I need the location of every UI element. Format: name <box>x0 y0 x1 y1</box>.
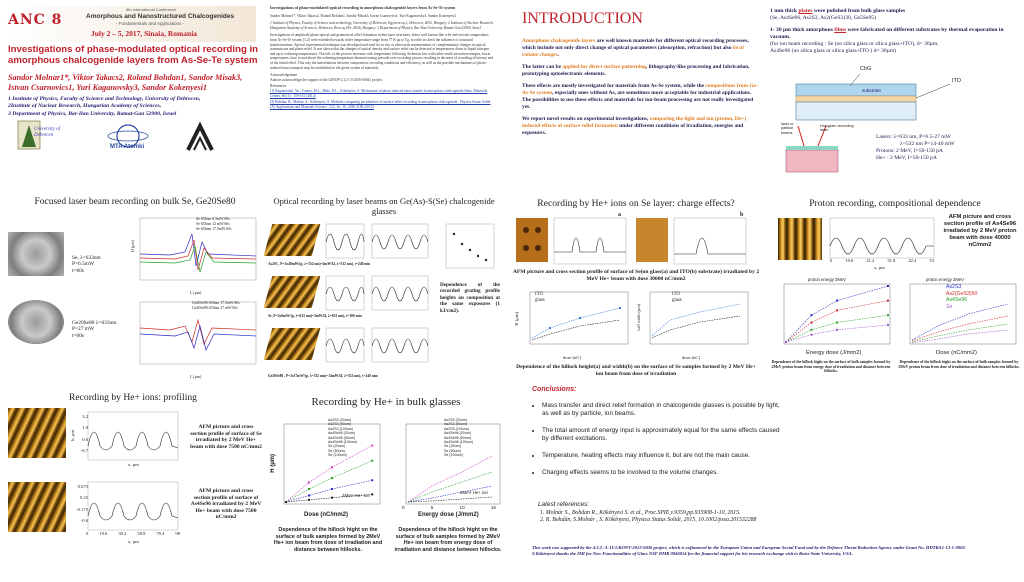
proton-chart-right-xlabel: Dose (nC/mm2) <box>936 350 977 356</box>
he-afm-b <box>636 218 668 262</box>
intro-p3-text-2: , especially ones without As, are sometimes more acceptable for industrial applications. The possibilities to use these effects and materials for ion-beam processing are not really investigated yet. <box>522 90 754 110</box>
grating-profile-3 <box>326 328 428 362</box>
gese-profile-xlabel: L (µm) <box>190 374 202 379</box>
se-profile-legend <box>196 217 232 231</box>
grating-caption-2: Se ,P=2x6mW/(p, λ=633 nm)=3mW/Ω, λ=633 nm), t=300 min <box>268 314 362 318</box>
debrecen-logo-text: University of Debrecen <box>34 127 60 138</box>
abstract-ack: Authors acknowledge the support of the GINOP-2.3.2-15-2016-00041 project. <box>270 77 383 82</box>
proton-afm-caption: AFM picture and cross section profile of As4Se96 irradiated by 2 MeV proton beam with dose 40000 nC/mm2 <box>943 214 1017 248</box>
data-point <box>836 309 838 311</box>
conclusions-items <box>532 402 782 477</box>
abstract-body: Investigations of amplitude-phase optical and geometrical relief formation in thin layer structures, either well known like a-Se and several compositions from As-Se-Te system [1,2] were extended towards wider temperature range from 77 K up to Tg, in order to check the influence of structural transformations. Special experimental technique was developed and used for in situ or afterwards measurements of complementary changes in optical transmission and phase relief. It was shown that the changes of optical density and surface relief can be detected at temperatures down to liquid nitrogen and up to softening temperatures. The role of the process increases with temperature following Arrhenius law with rather small activation energies, but at temperatures close to and above the softening temperature thermal erasing prevails over recording process resulting in decrease of recording efficiency and of the initial relief. This way the interrelations between composition, recording conditions and efficiency, as well as the possible mechanisms of photo-induced mass transport may be established in the given system of materials. <box>270 33 494 70</box>
grating-point <box>485 259 487 261</box>
he-profiling-xtick-4: 78.4 <box>156 531 165 536</box>
data-point <box>371 493 373 495</box>
he-surface-afm-caption: AFM picture and cross section profile of surface of Se(on glass(a) and ITO(b) substrate) irradiated by 2 MeV He+ beam with dose 30000 nC/mm2 <box>512 269 760 282</box>
affiliations <box>8 96 260 118</box>
proton-right-legend-3: As4Se96 <box>946 297 968 304</box>
he-bulk-title: Recording by He+ in bulk glasses <box>311 396 461 408</box>
debrecen-logo-graphic <box>16 119 70 159</box>
data-point <box>836 329 838 331</box>
he-legend <box>535 292 545 304</box>
he-profiling-yticks-2 <box>72 481 88 527</box>
he-profiling-xtick-1: 19.6 <box>99 531 108 536</box>
intro-p3-text: These effects are mostly investigated for materials from As-Se system, while the <box>522 83 706 89</box>
funding-note: This work was supported by the 4.2.2.-A-11/1/KONV-2012-0036 project, which is cofinanced by the European Union and European Social Fund and by the Defence Threat Reduction Agency under Grant No. HDTRA1-13-1-0003. S.Kökényesi thanks the IMI for New Functionalities of Glass NSF DMR 0844014 for the financial support for his research exchange visit to Boise State University, USA. <box>532 545 966 556</box>
he-surface-label-a: a <box>618 212 621 218</box>
bar-ilan-logo-graphic <box>182 120 218 156</box>
proton-xtick-2: 21.2 <box>866 258 875 263</box>
proton-xticks <box>830 258 934 263</box>
se-caption <box>72 255 101 274</box>
atomki-logo-text: MTA Atomki <box>110 144 145 150</box>
authors-line2: Istvan Csarnovics1, Yuri Kaganovsky3, Sandor Kokenyesi1 <box>8 83 208 92</box>
he-profiling-ytick-2-2: -0.175 <box>76 506 88 512</box>
proton-xlabel: x, µm <box>874 265 885 270</box>
conference-line1: 8th International Conference <box>126 7 177 12</box>
he-bulk-xtick-right-3: 15 <box>490 505 496 510</box>
he-bulk-ylabel-left: H (µm) <box>270 454 276 473</box>
laser-bulk-title <box>6 196 264 208</box>
ito-layer <box>796 96 916 102</box>
intro-p1-text: are well known materials for different optical recording processes, which include not only direct change of optical parameters (absorption, refraction) but also <box>522 38 749 51</box>
he-param: He+ : 2 MeV, I=50-150 pA <box>876 155 937 161</box>
intro-p2-highlight: applied for direct surface patterning <box>562 64 646 70</box>
latest-refs-heading: Latest references: <box>538 501 590 508</box>
grating-point <box>453 233 455 235</box>
he-height-ylabel: H (µm) <box>514 312 519 326</box>
he-width-legend <box>672 292 682 304</box>
he-profiling-ytick-1-3: -0.7 <box>80 448 88 454</box>
intro-p4 <box>522 116 758 137</box>
conference-logo: ANC 8 <box>8 12 63 28</box>
conclusion-3: • Temperature, heating effects may influence it, but are not the main cause. <box>542 452 782 460</box>
conference-title: Amorphous and Nanostructured Chalcogenides <box>86 13 235 20</box>
ito-label: ITO <box>952 78 962 84</box>
data-point <box>331 477 333 479</box>
he-profiling-afm-1 <box>8 408 66 458</box>
se-caption-2: P=6.5mW <box>72 261 95 268</box>
he-bulk-legend-left-8: Se (100um) <box>328 453 347 458</box>
he-height-point <box>579 317 581 319</box>
samples-line-1 <box>770 8 1020 15</box>
intro-p4-highlight: comparing the light and ion (proton, He+) induced effects of surface relief formation <box>522 116 747 129</box>
he-legend-glass: glass <box>535 298 545 303</box>
grating-point <box>477 255 479 257</box>
he-profiling-afm-2 <box>8 482 66 532</box>
se-legend-1: Se 633nm 6.5mW 60s <box>196 217 230 221</box>
data-point <box>887 300 889 302</box>
intro-p4-text-2: under different conditions of irradiation, energies and exposures. <box>522 123 744 136</box>
substrate-layer <box>796 102 916 120</box>
he-bulk-legend-right <box>444 418 473 458</box>
he-profiling-ylabel-1: h, µm <box>70 430 75 441</box>
sample-block <box>786 150 838 172</box>
intro-p2 <box>522 64 758 78</box>
samples-line-3 <box>770 27 1020 41</box>
data-point <box>308 481 310 483</box>
he-surface-label-b: b <box>740 212 744 218</box>
he-profiling-xtick-0: 0 <box>86 531 89 536</box>
proton-xtick-1: 10.6 <box>845 258 854 263</box>
he-profile-b <box>672 216 748 268</box>
gese-legend-2: Ge20Se80 633nm 27 mW 60s <box>192 305 238 310</box>
intro-p2-text: The latter can be <box>522 64 563 70</box>
samples-plates: plates <box>798 8 813 14</box>
samples-line-2: (Se, As4Se96, As2S3, As2(GeS3)30, Ge5Se95) <box>770 15 876 21</box>
grating-caption-3: Ge20Se80 , P=2x17mW/(p, λ=532 nm)=14mW/Ω, λ=532 nm), t=240 min <box>268 374 378 378</box>
gratings-title: Optical recording by laser beams on Ge(As)-S(Se) chalcogenide glasses <box>273 196 495 216</box>
he-profiling-xtick-5: 98 <box>175 531 180 536</box>
he-bulk-legend-left-4: As4Se96 (50um) <box>328 435 355 440</box>
he-bulk-legend-right-4: As4Se96 (50um) <box>444 435 471 440</box>
proton-param: Protons: 2 MeV, I=50-150 pA <box>876 148 943 154</box>
he-profiling-ytick-2-1: 0.25 <box>79 495 88 501</box>
se-crater-image <box>8 232 64 276</box>
samples-line-4: (for ion beam recording : Se (on silica glass or silica glass+ITO), d= 30µm, <box>770 41 939 47</box>
he-height-point <box>549 327 551 329</box>
intro-p1: Amorphous chalcogenide layers are well known materials for different optical recording processes, which include not only direct change of optical parameters (absorption, refraction) but also local volume changes. <box>522 38 749 58</box>
he-bulk-legend-left-3: As4Se96 (20um) <box>328 431 355 436</box>
grating-dependence-caption: Dependence of the recorded grating profile heights on composition at the same exposures (1 kJ/cm2). <box>440 282 500 314</box>
data-point <box>371 445 373 447</box>
affiliation-1: 1 Institute of Physics, Faculty of Science and Technology, University of Debrecen, <box>8 96 201 102</box>
abstract-affiliations: 1 Institute of Physics, Faculty of Science and technology, University of Debrecen, Egyetem sq.1, Debrecen, 4032, Hungary. 2 Institute of Nuclear Research, Hungarian Academy of Sciences, Debrecen, Bem sq.18/c, 4026, Hungary. 3 Department of Physics, Bar-Ilan University, Ramat-Gan 52900, Israel <box>270 21 494 30</box>
he-bulk-xtick-right-0: 0 <box>402 505 405 510</box>
film-layer <box>786 146 838 150</box>
atomki-logo <box>98 122 158 154</box>
conference-banner <box>6 6 256 42</box>
he-bulk-legend-left-7: Se (50um) <box>328 448 345 453</box>
proton-afm-image <box>778 218 822 260</box>
data-point <box>331 466 333 468</box>
he-height-xlabel: dose (nC) <box>563 355 581 360</box>
he-bulk-legend-right-5: As4Se96 (100um) <box>444 440 473 445</box>
conclusions-heading: Conclusions: <box>532 386 577 393</box>
abstract-ref-2[interactable]: [2] Bohdan, R., Molnar, S., Kökényesi, S. Methods comparing peculiarities of surface-relief recording in amorphous chalcogenide . Physica Status Solidi (A) Applications and Materials Science . 212, Iss. 10, 2186-2190 (2015) <box>270 100 491 109</box>
intro-p1-highlight-2: local volume changes <box>522 45 744 58</box>
abstract-ack-title: Acknowledgement <box>270 73 298 78</box>
latest-refs <box>540 510 840 524</box>
laser-param-1: Lasers: λ=633 nm, P=6.5-27 mW <box>876 134 951 140</box>
samples-text <box>770 8 1020 55</box>
se-profile-xlabel: L (µm) <box>190 290 202 295</box>
he-bulk-legend-right-6: Se (20um) <box>444 444 461 449</box>
proton-xtick-0: 0 <box>830 258 833 263</box>
he-bulk-legend-left-6: Se (20um) <box>328 444 345 449</box>
grating-afm-1 <box>264 224 321 256</box>
data-point <box>836 300 838 302</box>
grating-point <box>469 249 471 251</box>
gese-caption <box>72 320 116 339</box>
he-surface-title: Recording by He+ ions on Se layer: charge effects? <box>537 198 735 209</box>
se-profile-chart <box>130 214 260 288</box>
samples-line-5: As4Se96 (on silica glass or silica glass+ITO ) d= 30µm) <box>770 48 897 54</box>
he-width-legend-glass: glass <box>672 298 682 303</box>
proton-right-legend-1: As2S3 <box>946 284 962 290</box>
he-legend-ito: ITO <box>535 292 543 297</box>
latest-ref-1: 1. Molnár S., Bohdan R., Kökényesi S. et al., Proc.SPIE,v.9359,pp.935908-1-10, 2015. <box>540 510 741 516</box>
he-bulk-xlabel-left: Dose (nC/mm2) <box>304 512 349 518</box>
se-caption-1: Se, λ=633nm <box>72 255 101 261</box>
proton-cap-left: Dependence of the hillock hight on the surface of bulk samples formed by 2MeV proton beam from energy dose of irradiation and distance between hillocks. <box>771 360 891 374</box>
he-profiling-caption-1: AFM picture and cross section profile of surface of Se irradiated by 2 MeV He+ beam with dose 7500 nC/mm2 <box>190 424 262 450</box>
data-point <box>371 479 373 481</box>
proton-chart-right-title: proton energy 2MeV <box>926 277 964 282</box>
se-profile-ylabel: H (µm) <box>130 240 135 252</box>
conclusion-4: • Charging effects seems to be involved to the volume changes. <box>542 469 782 477</box>
grating-profile-2 <box>326 276 428 310</box>
he-bulk-legend-right-8: Se (100um) <box>444 453 463 458</box>
laser-param-2: λ=532 nm P=14-40 mW <box>900 141 955 147</box>
he-width-legend-ito: ITO <box>672 292 680 297</box>
intro-p3 <box>522 83 758 111</box>
he-afm-a-dots <box>516 218 548 262</box>
he-bulk-caption-left: Dependence of the hillock hight on the surface of bulk samples formed by 2MeV He+ ion beam from dose of irradiation and distance between hillocks. <box>273 527 383 553</box>
samples-line-1a: 1 mm thick <box>770 8 799 14</box>
he-bulk-xlabel-right: Energy dose (J/mm2) <box>418 512 479 518</box>
grating-afm-3 <box>264 328 321 360</box>
he-width-ylabel: half width (µm) <box>636 304 641 331</box>
he-profiling-xlabel-1: x, µm <box>128 462 139 467</box>
he-profiling-xlabel-2: x, µm <box>128 539 139 544</box>
affiliation-3: 3 Department of Physics, Bar-Ilan University, Ramat-Gan 52900, Israel <box>8 110 177 117</box>
data-point <box>331 497 333 499</box>
laser-params <box>876 134 955 162</box>
laser-bulk-title-text: Focused laser beam recording on bulk Se, Ge20Se80 <box>34 197 236 207</box>
proton-right-legend-2: As2(GeS3)50 <box>946 290 978 297</box>
he-bulk-legend-left-0: As2S3 (20um) <box>328 418 351 422</box>
he-bulk-legend-right-1: As2S3 (50um) <box>444 422 467 427</box>
proton-xtick-4: 42.4 <box>908 258 917 263</box>
intro-p1-highlight: Amorphous chalcogenide layers <box>522 38 596 44</box>
he-width-chart <box>640 290 752 354</box>
gese-crater-image <box>8 300 64 344</box>
substrate-label: substrate <box>862 88 881 93</box>
he-profiling-ytick-2-3: -0.6 <box>80 518 88 524</box>
intro-p3-highlight: compositions from Ge-As-Se system <box>522 83 758 96</box>
he-bulk-legend-left-2: As2S3 (100um) <box>328 426 353 431</box>
samples-films: films <box>834 27 847 33</box>
he-profiling-xticks <box>86 531 180 536</box>
samples-line-3a: 1- 30 µm thick amorphous <box>770 27 835 33</box>
data-point <box>811 322 813 324</box>
proton-cap-right: Dependence of the hillock hight on the surface of bulk samples formed by 2MeV proton beam from dose of irradiation and distance between hillocks. <box>898 360 1020 369</box>
conference-sub: - Fundamentals and Applications - <box>116 21 185 26</box>
he-bulk-caption-right: Dependence of the hillock hight on the surface of bulk samples formed by 2MeV He+ ion beam from energy dose of irradiation and distance between hillocks. <box>394 527 502 553</box>
affiliation-2: 2Institute of Nuclear Research, Hungarian Academy of Sciences, <box>8 103 162 110</box>
he-afm-a <box>516 218 548 262</box>
latest-ref-2: 2. R. Bohdán, S.Molnár , S. Kökényesi, Physica Status Solidi, 2015, 10.1002/pssa.201532288 <box>540 517 757 523</box>
proton-title: Proton recording, compositional dependence <box>809 198 981 209</box>
he-profiling-caption-2: AFM picture and cross section profile of surface of As4Se96 irradiated by 2 MeV He+ beam with dose 7500 nC/mm2 <box>190 488 262 521</box>
data-point <box>331 488 333 490</box>
data-point <box>308 499 310 501</box>
he-bulk-annot-left: 2MeV He+ ion <box>342 493 370 498</box>
he-bulk-legend-left-5: As4Se96 (100um) <box>328 440 357 445</box>
he-bulk-legend-right-2: As2S3 (100um) <box>444 426 469 431</box>
he-profiling-xtick-2: 39.2 <box>118 531 127 536</box>
gese-profile-legend <box>192 301 240 311</box>
intro-p2-text-2: , lithography-like processing and fabrication, prototyping optoelectronic elements. <box>522 64 750 77</box>
data-point <box>285 501 287 503</box>
conclusions-list <box>532 402 782 486</box>
grating-profile-1 <box>326 224 428 258</box>
data-point <box>836 322 838 324</box>
data-point <box>887 285 889 287</box>
he-bulk-legend-right-7: Se (50um) <box>444 448 461 453</box>
abstract-authors: Sandor Molnar1*, Viktor Takacs2, Roland Bohdan1, Sandor Misak3, Istvan Csarnovics1, Yuri Kaganovsky3, Sandor Kokenyesi1 <box>270 13 457 18</box>
bar-ilan-logo <box>182 120 218 156</box>
authors <box>8 73 260 93</box>
proton-right-legend-4: Se <box>946 303 953 310</box>
he-profiling-yticks-1 <box>76 411 88 457</box>
gese-caption-3: t=60s <box>72 332 85 339</box>
data-point <box>887 314 889 316</box>
chg-layer <box>796 84 916 96</box>
grating-profiles <box>322 222 432 372</box>
laser-beams-label: laser or particle beams <box>781 122 794 135</box>
he-bulk-legend-left-1: As2S3 (50um) <box>328 422 351 427</box>
he-bulk-xtick-right-2: 10 <box>459 505 465 510</box>
he-bulk-xtick-right-1: 5 <box>430 505 434 510</box>
he-bulk-annot-right: 2MeV He+ ion <box>460 490 488 495</box>
data-point <box>785 341 787 343</box>
plot-area <box>784 284 890 344</box>
gese-legend-1: Ge20Se80 633nm 17.5mW 60s <box>192 301 240 305</box>
proton-xtick-3: 31.8 <box>887 258 896 263</box>
data-point <box>371 460 373 462</box>
data-point <box>887 324 889 326</box>
conclusion-1: • Mass transfer and direct relief formation in chalcogenide glasses is possible by light, as well as by particle, ion beams. <box>542 402 782 418</box>
abstract-ref-1[interactable]: [1] Kaganovskii, Yu., Trunov, M.L., Beke, D.L., Kökényesi, S. Mechanism of photo induced mass transfer in amorphous chalcogenide films. Materials Letters, 66 (1) : 159-161 (2012) <box>270 88 488 98</box>
abstract-title: Investigations of phase-modulated optical recording in amorphous chalcogenide layers from As-Se-Te system <box>270 5 456 10</box>
abstract-refs-title: References <box>270 84 286 89</box>
he-width-xlabel: dose (nC) <box>682 355 700 360</box>
he-profiling-ytick-2-0: 0.675 <box>77 484 88 489</box>
he-bulk-legend-right-0: As2S3 (20um) <box>444 418 467 422</box>
he-profile-a <box>552 216 628 268</box>
hologram-label: Hologram-recording laser <box>820 124 854 133</box>
abstract-panel <box>270 6 495 178</box>
debrecen-logo <box>16 119 70 159</box>
data-point <box>811 314 813 316</box>
proton-right-legend <box>946 284 977 310</box>
he-bulk-xticks-right <box>402 505 496 510</box>
he-height-point <box>619 307 621 309</box>
proton-chart-left-title: proton energy 2MeV <box>808 277 846 282</box>
samples-line-1c: were polished from bulk glass samples <box>812 8 906 14</box>
he-dependence-caption: Dependence of the hillock height(a) and width(b) on the surface of Se samples formed by 2 MeV He+ ion beam from dose of irradiation <box>516 364 756 377</box>
grating-point <box>461 243 463 245</box>
se-caption-3: t=60s <box>72 267 85 274</box>
gese-caption-1: Ge20Se80 λ=633nm <box>72 320 117 326</box>
se-legend-3: Se 633nm 17.5mW 60s <box>196 226 232 231</box>
conference-date: July 2 – 5, 2017, Sinaia, Romania <box>91 29 198 38</box>
data-point <box>811 329 813 331</box>
proton-xtick-5: 53 <box>929 258 934 263</box>
he-bulk-legend-left <box>328 418 357 458</box>
proton-chart-left-xlabel: Energy dose (J/mm2) <box>806 350 862 356</box>
intro-heading: INTRODUCTION <box>522 10 643 27</box>
samples-line-3c: were fabricated on different substrates by thermal evaporation in vacuum. <box>770 27 1004 40</box>
he-profiling-xtick-3: 58.8 <box>137 531 146 536</box>
grating-afm-2 <box>264 276 321 308</box>
he-profiling-ytick-1-0: 3.2 <box>82 414 88 419</box>
he-profiling-title: Recording by He+ ions: profiling <box>69 392 197 403</box>
data-point <box>308 488 310 490</box>
he-profiling-ytick-1-1: 1.9 <box>82 425 88 431</box>
se-legend-2: Se 633nm 12 mW 60s <box>196 221 230 226</box>
proton-dose-chart-left <box>770 276 896 356</box>
he-bulk-legend-right-3: As4Se96 (20um) <box>444 431 471 436</box>
data-point <box>811 334 813 336</box>
data-point <box>308 494 310 496</box>
he-profiling-ytick-1-2: 0.6 <box>82 436 88 442</box>
grating-dependence-chart <box>442 222 498 274</box>
intro-p4-text: We report novel results on experimental investigations, <box>522 116 650 122</box>
poster-title: Investigations of phase-modulated optical recording in amorphous chalcogenide layers from As-Se-Te system <box>8 44 258 66</box>
intro-body <box>522 38 758 137</box>
grating-caption-1: As2S3 , P=2x40mW/(p, λ=532 nm)=4mW/Ω, λ=532 nm), t=240 min <box>268 262 371 266</box>
conclusion-2: • The total amount of energy input is approximately equal for the same effects caused by different excitations. <box>542 427 782 443</box>
gese-caption-2: P=27 mW <box>72 326 95 333</box>
chg-label: ChG <box>860 66 872 72</box>
authors-line1: Sandor Molnar1*, Viktor Takacs2, Roland Bohdan1, Sandor Misak3, <box>8 73 243 82</box>
